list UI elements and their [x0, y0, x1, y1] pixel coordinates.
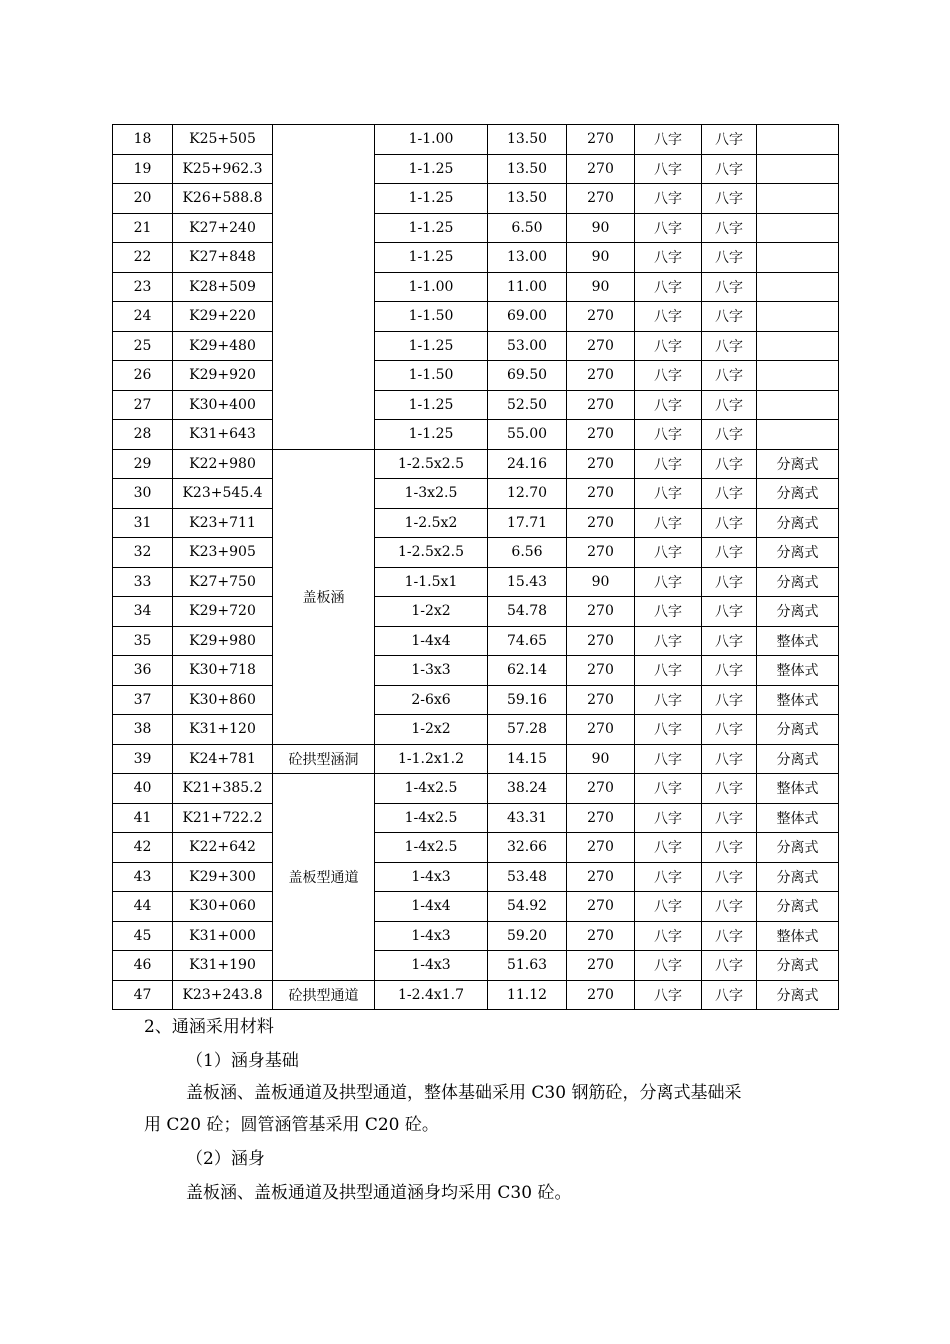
cell-length: 51.63 [488, 951, 567, 981]
cell-inlet: 八字 [635, 744, 702, 774]
cell-span: 1-1.25 [375, 154, 488, 184]
cell-no: 44 [113, 892, 173, 922]
cell-span: 1-4x3 [375, 862, 488, 892]
cell-length: 59.16 [488, 685, 567, 715]
cell-angle: 90 [567, 243, 635, 273]
cell-angle: 270 [567, 774, 635, 804]
cell-outlet: 八字 [702, 302, 757, 332]
cell-length: 53.00 [488, 331, 567, 361]
cell-no: 27 [113, 390, 173, 420]
cell-span: 1-1.25 [375, 390, 488, 420]
cell-span: 1-1.25 [375, 420, 488, 450]
cell-span: 1-4x3 [375, 921, 488, 951]
cell-no: 39 [113, 744, 173, 774]
cell-outlet: 八字 [702, 744, 757, 774]
cell-outlet: 八字 [702, 449, 757, 479]
table-row [113, 508, 839, 538]
cell-span: 1-1.50 [375, 361, 488, 391]
cell-foundation: 整体式 [757, 803, 839, 833]
cell-foundation: 分离式 [757, 892, 839, 922]
cell-foundation [757, 243, 839, 273]
cell-span: 1-2.4x1.7 [375, 980, 488, 1010]
cell-angle: 270 [567, 390, 635, 420]
cell-span: 1-2x2 [375, 597, 488, 627]
cell-inlet: 八字 [635, 390, 702, 420]
cell-station: K23+243.8 [173, 980, 273, 1010]
cell-outlet: 八字 [702, 125, 757, 155]
cell-span: 1-4x3 [375, 951, 488, 981]
cell-length: 43.31 [488, 803, 567, 833]
cell-foundation [757, 184, 839, 214]
cell-no: 45 [113, 921, 173, 951]
cell-inlet: 八字 [635, 892, 702, 922]
cell-no: 38 [113, 715, 173, 745]
cell-station: K30+060 [173, 892, 273, 922]
cell-no: 33 [113, 567, 173, 597]
cell-angle: 90 [567, 213, 635, 243]
cell-inlet: 八字 [635, 921, 702, 951]
cell-outlet: 八字 [702, 272, 757, 302]
cell-angle: 270 [567, 980, 635, 1010]
cell-station: K27+848 [173, 243, 273, 273]
cell-span: 1-4x2.5 [375, 833, 488, 863]
cell-length: 69.50 [488, 361, 567, 391]
table-row [113, 331, 839, 361]
cell-inlet: 八字 [635, 184, 702, 214]
cell-length: 54.78 [488, 597, 567, 627]
cell-inlet: 八字 [635, 774, 702, 804]
cell-station: K25+505 [173, 125, 273, 155]
cell-foundation: 分离式 [757, 862, 839, 892]
cell-station: K31+000 [173, 921, 273, 951]
cell-length: 14.15 [488, 744, 567, 774]
cell-no: 25 [113, 331, 173, 361]
cell-no: 24 [113, 302, 173, 332]
cell-angle: 270 [567, 331, 635, 361]
cell-outlet: 八字 [702, 154, 757, 184]
cell-no: 18 [113, 125, 173, 155]
cell-station: K23+905 [173, 538, 273, 568]
cell-foundation [757, 390, 839, 420]
cell-foundation [757, 154, 839, 184]
cell-foundation: 整体式 [757, 921, 839, 951]
cell-foundation: 分离式 [757, 508, 839, 538]
table-row [113, 154, 839, 184]
cell-span: 1-1.25 [375, 331, 488, 361]
cell-angle: 270 [567, 302, 635, 332]
foundation-body-line1: 盖板涵、盖板通道及拱型通道，整体基础采用 C30 钢筋砼，分离式基础采 [186, 1083, 742, 1103]
cell-inlet: 八字 [635, 449, 702, 479]
cell-no: 31 [113, 508, 173, 538]
cell-station: K25+962.3 [173, 154, 273, 184]
cell-outlet: 八字 [702, 715, 757, 745]
cell-station: K31+190 [173, 951, 273, 981]
cell-outlet: 八字 [702, 626, 757, 656]
cell-foundation: 整体式 [757, 626, 839, 656]
cell-inlet: 八字 [635, 951, 702, 981]
cell-foundation [757, 302, 839, 332]
cell-foundation: 分离式 [757, 951, 839, 981]
cell-angle: 270 [567, 125, 635, 155]
cell-angle: 270 [567, 597, 635, 627]
cell-angle: 270 [567, 685, 635, 715]
cell-inlet: 八字 [635, 302, 702, 332]
cell-span: 1-4x4 [375, 626, 488, 656]
cell-inlet: 八字 [635, 685, 702, 715]
cell-foundation: 分离式 [757, 597, 839, 627]
cell-length: 54.92 [488, 892, 567, 922]
cell-no: 41 [113, 803, 173, 833]
cell-foundation [757, 331, 839, 361]
cell-station: K29+720 [173, 597, 273, 627]
cell-type: 盖板涵 [273, 449, 375, 744]
cell-station: K30+400 [173, 390, 273, 420]
cell-angle: 90 [567, 272, 635, 302]
table-row [113, 744, 839, 774]
cell-angle: 270 [567, 892, 635, 922]
table-row [113, 833, 839, 863]
cell-no: 22 [113, 243, 173, 273]
cell-foundation [757, 125, 839, 155]
table-row [113, 449, 839, 479]
cell-length: 6.56 [488, 538, 567, 568]
table-row [113, 626, 839, 656]
cell-station: K29+980 [173, 626, 273, 656]
cell-outlet: 八字 [702, 331, 757, 361]
table-row [113, 774, 839, 804]
cell-inlet: 八字 [635, 243, 702, 273]
cell-no: 40 [113, 774, 173, 804]
cell-length: 57.28 [488, 715, 567, 745]
cell-foundation [757, 420, 839, 450]
cell-foundation: 分离式 [757, 538, 839, 568]
table-row [113, 715, 839, 745]
cell-span: 1-1.25 [375, 243, 488, 273]
cell-outlet: 八字 [702, 184, 757, 214]
cell-foundation: 整体式 [757, 774, 839, 804]
cell-outlet: 八字 [702, 980, 757, 1010]
cell-inlet: 八字 [635, 567, 702, 597]
cell-inlet: 八字 [635, 833, 702, 863]
cell-angle: 270 [567, 361, 635, 391]
table-row [113, 921, 839, 951]
cell-length: 11.00 [488, 272, 567, 302]
cell-length: 38.24 [488, 774, 567, 804]
cell-length: 59.20 [488, 921, 567, 951]
cell-no: 47 [113, 980, 173, 1010]
cell-no: 21 [113, 213, 173, 243]
table-row [113, 390, 839, 420]
cell-span: 1-1.00 [375, 125, 488, 155]
cell-length: 53.48 [488, 862, 567, 892]
cell-outlet: 八字 [702, 243, 757, 273]
cell-foundation: 分离式 [757, 449, 839, 479]
table-row [113, 892, 839, 922]
cell-no: 30 [113, 479, 173, 509]
table-row [113, 656, 839, 686]
cell-no: 20 [113, 184, 173, 214]
sub-heading-foundation: （1）涵身基础 [186, 1051, 299, 1071]
cell-angle: 270 [567, 508, 635, 538]
table-row [113, 597, 839, 627]
table-row [113, 213, 839, 243]
cell-length: 52.50 [488, 390, 567, 420]
table-row [113, 302, 839, 332]
cell-inlet: 八字 [635, 980, 702, 1010]
cell-angle: 270 [567, 656, 635, 686]
culvert-table [112, 124, 839, 1010]
cell-outlet: 八字 [702, 862, 757, 892]
table-row [113, 862, 839, 892]
cell-span: 2-6x6 [375, 685, 488, 715]
cell-angle: 90 [567, 744, 635, 774]
cell-outlet: 八字 [702, 479, 757, 509]
cell-length: 13.00 [488, 243, 567, 273]
cell-foundation: 分离式 [757, 833, 839, 863]
cell-span: 1-1.00 [375, 272, 488, 302]
cell-inlet: 八字 [635, 361, 702, 391]
cell-inlet: 八字 [635, 154, 702, 184]
section-heading: 2、通涵采用材料 [144, 1017, 274, 1037]
cell-span: 1-2x2 [375, 715, 488, 745]
cell-no: 34 [113, 597, 173, 627]
cell-length: 32.66 [488, 833, 567, 863]
cell-station: K21+385.2 [173, 774, 273, 804]
cell-length: 13.50 [488, 154, 567, 184]
cell-station: K29+480 [173, 331, 273, 361]
cell-outlet: 八字 [702, 803, 757, 833]
cell-type: 砼拱型通道 [273, 980, 375, 1010]
table-row [113, 272, 839, 302]
cell-span: 1-1.25 [375, 213, 488, 243]
cell-span: 1-2.5x2.5 [375, 449, 488, 479]
cell-station: K27+750 [173, 567, 273, 597]
cell-inlet: 八字 [635, 213, 702, 243]
cell-type: 砼拱型涵洞 [273, 744, 375, 774]
cell-inlet: 八字 [635, 125, 702, 155]
cell-station: K22+642 [173, 833, 273, 863]
cell-outlet: 八字 [702, 892, 757, 922]
cell-inlet: 八字 [635, 715, 702, 745]
cell-station: K24+781 [173, 744, 273, 774]
cell-station: K23+711 [173, 508, 273, 538]
cell-length: 13.50 [488, 125, 567, 155]
cell-outlet: 八字 [702, 921, 757, 951]
cell-length: 6.50 [488, 213, 567, 243]
cell-station: K30+860 [173, 685, 273, 715]
cell-station: K29+220 [173, 302, 273, 332]
foundation-body-line2: 用 C20 砼；圆管涵管基采用 C20 砼。 [144, 1115, 439, 1135]
cell-span: 1-3x3 [375, 656, 488, 686]
cell-outlet: 八字 [702, 567, 757, 597]
cell-no: 46 [113, 951, 173, 981]
cell-angle: 270 [567, 184, 635, 214]
cell-length: 12.70 [488, 479, 567, 509]
cell-station: K29+920 [173, 361, 273, 391]
cell-outlet: 八字 [702, 538, 757, 568]
table-row [113, 361, 839, 391]
cell-foundation: 分离式 [757, 715, 839, 745]
cell-angle: 270 [567, 538, 635, 568]
cell-length: 55.00 [488, 420, 567, 450]
cell-no: 36 [113, 656, 173, 686]
table-row [113, 567, 839, 597]
cell-angle: 270 [567, 449, 635, 479]
table-row [113, 243, 839, 273]
cell-span: 1-1.25 [375, 184, 488, 214]
cell-no: 26 [113, 361, 173, 391]
cell-inlet: 八字 [635, 479, 702, 509]
cell-length: 74.65 [488, 626, 567, 656]
cell-station: K31+643 [173, 420, 273, 450]
cell-length: 62.14 [488, 656, 567, 686]
cell-foundation [757, 361, 839, 391]
cell-no: 43 [113, 862, 173, 892]
cell-station: K23+545.4 [173, 479, 273, 509]
cell-length: 15.43 [488, 567, 567, 597]
cell-angle: 270 [567, 862, 635, 892]
cell-no: 37 [113, 685, 173, 715]
cell-span: 1-4x2.5 [375, 774, 488, 804]
cell-span: 1-1.50 [375, 302, 488, 332]
table-row [113, 538, 839, 568]
cell-station: K31+120 [173, 715, 273, 745]
table-row [113, 951, 839, 981]
cell-span: 1-1.5x1 [375, 567, 488, 597]
table-row [113, 479, 839, 509]
cell-inlet: 八字 [635, 803, 702, 833]
cell-inlet: 八字 [635, 272, 702, 302]
cell-outlet: 八字 [702, 361, 757, 391]
cell-type [273, 125, 375, 450]
cell-span: 1-4x2.5 [375, 803, 488, 833]
cell-foundation: 分离式 [757, 567, 839, 597]
cell-station: K28+509 [173, 272, 273, 302]
cell-station: K26+588.8 [173, 184, 273, 214]
table-row [113, 184, 839, 214]
cell-angle: 270 [567, 479, 635, 509]
sub-heading-body: （2）涵身 [186, 1149, 265, 1169]
cell-length: 11.12 [488, 980, 567, 1010]
cell-no: 42 [113, 833, 173, 863]
table-row [113, 803, 839, 833]
table-row [113, 685, 839, 715]
cell-outlet: 八字 [702, 390, 757, 420]
cell-station: K22+980 [173, 449, 273, 479]
cell-angle: 270 [567, 921, 635, 951]
cell-no: 28 [113, 420, 173, 450]
table-row [113, 420, 839, 450]
cell-inlet: 八字 [635, 508, 702, 538]
cell-foundation: 整体式 [757, 656, 839, 686]
cell-span: 1-1.2x1.2 [375, 744, 488, 774]
cell-foundation: 分离式 [757, 744, 839, 774]
cell-angle: 270 [567, 833, 635, 863]
cell-no: 29 [113, 449, 173, 479]
table-row [113, 125, 839, 155]
cell-no: 19 [113, 154, 173, 184]
cell-angle: 270 [567, 420, 635, 450]
cell-outlet: 八字 [702, 508, 757, 538]
cell-angle: 270 [567, 803, 635, 833]
cell-outlet: 八字 [702, 685, 757, 715]
cell-station: K21+722.2 [173, 803, 273, 833]
cell-inlet: 八字 [635, 420, 702, 450]
cell-inlet: 八字 [635, 597, 702, 627]
cell-angle: 270 [567, 626, 635, 656]
body-material-text: 盖板涵、盖板通道及拱型通道涵身均采用 C30 砼。 [186, 1183, 572, 1203]
cell-inlet: 八字 [635, 626, 702, 656]
cell-length: 13.50 [488, 184, 567, 214]
cell-type: 盖板型通道 [273, 774, 375, 981]
table-row [113, 980, 839, 1010]
cell-foundation: 分离式 [757, 980, 839, 1010]
cell-outlet: 八字 [702, 774, 757, 804]
cell-inlet: 八字 [635, 331, 702, 361]
cell-inlet: 八字 [635, 862, 702, 892]
cell-station: K29+300 [173, 862, 273, 892]
cell-station: K27+240 [173, 213, 273, 243]
cell-no: 32 [113, 538, 173, 568]
cell-no: 23 [113, 272, 173, 302]
cell-outlet: 八字 [702, 213, 757, 243]
table-body [113, 125, 839, 1010]
cell-length: 69.00 [488, 302, 567, 332]
cell-span: 1-4x4 [375, 892, 488, 922]
cell-angle: 270 [567, 715, 635, 745]
cell-foundation: 分离式 [757, 479, 839, 509]
cell-station: K30+718 [173, 656, 273, 686]
cell-foundation [757, 272, 839, 302]
cell-span: 1-2.5x2.5 [375, 538, 488, 568]
cell-inlet: 八字 [635, 538, 702, 568]
cell-outlet: 八字 [702, 597, 757, 627]
cell-outlet: 八字 [702, 420, 757, 450]
cell-span: 1-3x2.5 [375, 479, 488, 509]
cell-foundation [757, 213, 839, 243]
cell-angle: 270 [567, 154, 635, 184]
cell-outlet: 八字 [702, 656, 757, 686]
cell-outlet: 八字 [702, 951, 757, 981]
cell-no: 35 [113, 626, 173, 656]
cell-angle: 90 [567, 567, 635, 597]
cell-inlet: 八字 [635, 656, 702, 686]
cell-length: 24.16 [488, 449, 567, 479]
cell-outlet: 八字 [702, 833, 757, 863]
cell-length: 17.71 [488, 508, 567, 538]
cell-angle: 270 [567, 951, 635, 981]
cell-foundation: 整体式 [757, 685, 839, 715]
cell-span: 1-2.5x2 [375, 508, 488, 538]
